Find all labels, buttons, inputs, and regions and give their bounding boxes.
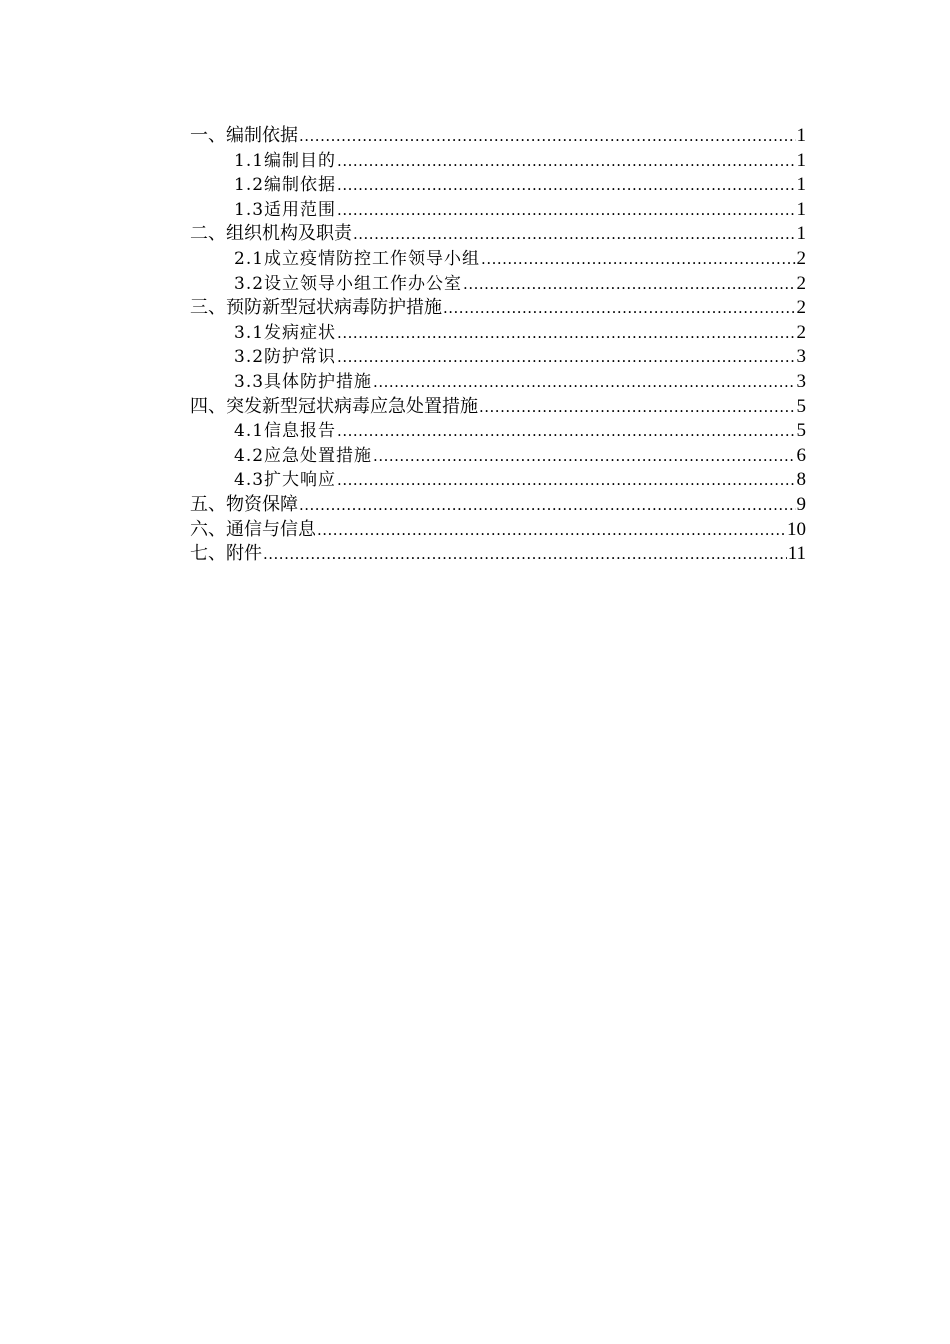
- toc-entry[interactable]: [190, 296, 806, 321]
- toc-entry[interactable]: [190, 321, 806, 346]
- toc-entry[interactable]: [190, 149, 806, 174]
- toc-leader-dots: [337, 173, 795, 198]
- toc-entry-label: 三、预防新型冠状病毒防护措施: [190, 297, 442, 319]
- toc-leader-dots: [373, 370, 795, 395]
- toc-leader-dots: [443, 296, 796, 321]
- toc-page-number: 11: [787, 543, 806, 565]
- toc-page-number: 2: [796, 272, 806, 294]
- toc-entry[interactable]: [190, 444, 806, 469]
- toc-page-number: 1: [796, 223, 806, 245]
- toc-page-number: 1: [796, 198, 806, 220]
- toc-entry-label: 4.1信息报告: [234, 421, 337, 442]
- toc-page-number: 3: [796, 370, 806, 392]
- toc-entry[interactable]: [190, 468, 806, 493]
- toc-leader-dots: [337, 468, 795, 493]
- toc-entry[interactable]: [190, 493, 806, 518]
- toc-leader-dots: [337, 321, 795, 346]
- toc-leader-dots: [337, 345, 795, 370]
- toc-entry-label: 1.3适用范围: [234, 199, 337, 220]
- toc-leader-dots: [373, 444, 795, 469]
- toc-leader-dots: [299, 124, 796, 149]
- table-of-contents: [190, 124, 806, 567]
- toc-page-number: 10: [787, 518, 806, 540]
- toc-entry[interactable]: [190, 198, 806, 223]
- toc-entry-label: 3.3具体防护措施: [234, 371, 373, 392]
- toc-page-number: 3: [796, 346, 806, 368]
- toc-page-number: 6: [796, 444, 806, 466]
- toc-leader-dots: [299, 493, 796, 518]
- toc-leader-dots: [317, 518, 786, 543]
- toc-entry[interactable]: [190, 173, 806, 198]
- toc-entry[interactable]: [190, 222, 806, 247]
- toc-leader-dots: [481, 247, 795, 272]
- toc-entry-label: 4.3扩大响应: [234, 470, 337, 491]
- toc-entry-label: 2.1成立疫情防控工作领导小组: [234, 248, 481, 269]
- toc-entry-label: 二、组织机构及职责: [190, 223, 352, 245]
- toc-page-number: 9: [796, 493, 806, 515]
- toc-leader-dots: [353, 222, 796, 247]
- toc-entry[interactable]: [190, 272, 806, 297]
- toc-entry-label: 1.2编制依据: [234, 175, 337, 196]
- toc-page-number: 2: [796, 247, 806, 269]
- toc-leader-dots: [337, 198, 795, 223]
- toc-page-number: 2: [796, 297, 806, 319]
- toc-page-number: 2: [796, 321, 806, 343]
- toc-entry[interactable]: [190, 518, 806, 543]
- toc-entry[interactable]: [190, 345, 806, 370]
- toc-entry-label: 七、附件: [190, 543, 262, 565]
- toc-page-number: 1: [796, 125, 806, 146]
- toc-page-number: 5: [796, 420, 806, 442]
- toc-entry-label: 五、物资保障: [190, 493, 298, 515]
- toc-leader-dots: [337, 419, 795, 444]
- toc-entry[interactable]: [190, 419, 806, 444]
- toc-entry-label: 六、通信与信息: [190, 518, 316, 540]
- toc-entry-label: 一、编制依据: [190, 125, 298, 146]
- toc-entry[interactable]: [190, 247, 806, 272]
- toc-page-number: 1: [796, 174, 806, 196]
- toc-entry-label: 3.2设立领导小组工作办公室: [234, 273, 463, 294]
- toc-entry-label: 4.2应急处置措施: [234, 445, 373, 466]
- toc-leader-dots: [479, 395, 796, 420]
- toc-entry[interactable]: [190, 124, 806, 149]
- toc-page-number: 8: [796, 469, 806, 491]
- toc-entry-label: 1.1编制目的: [234, 150, 337, 171]
- toc-entry-label: 3.1发病症状: [234, 322, 337, 343]
- toc-entry[interactable]: [190, 395, 806, 420]
- toc-leader-dots: [463, 272, 795, 297]
- toc-entry[interactable]: [190, 542, 806, 567]
- toc-entry-label: 四、突发新型冠状病毒应急处置措施: [190, 395, 478, 417]
- toc-page-number: 5: [796, 395, 806, 417]
- toc-entry-label: 3.2防护常识: [234, 347, 337, 368]
- toc-page-number: 1: [796, 149, 806, 171]
- toc-leader-dots: [263, 542, 787, 567]
- toc-entry[interactable]: [190, 370, 806, 395]
- toc-leader-dots: [337, 149, 795, 174]
